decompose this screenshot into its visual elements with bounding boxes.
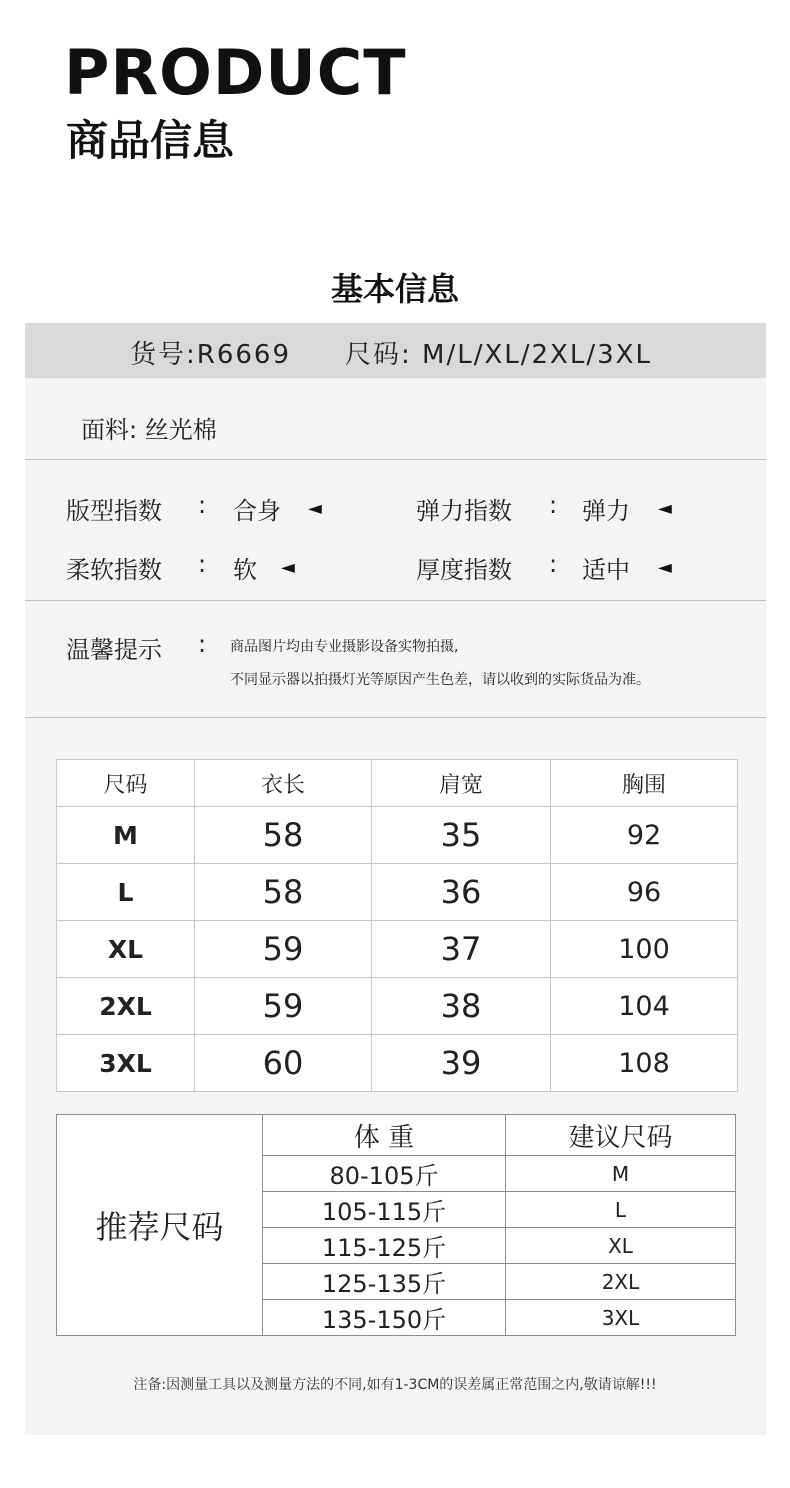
item-number: 货号:R6669 (130, 340, 291, 370)
header-chest: 胸围 (551, 760, 738, 807)
header-band (25, 323, 766, 378)
header-suggested-size: 建议尺码 (506, 1115, 736, 1156)
tips-label: 温馨提示 (66, 636, 162, 664)
softness-index-label: 柔软指数 (66, 556, 162, 584)
weight-cell: 135-150斤 (263, 1300, 506, 1336)
shoulder-cell: 36 (372, 864, 551, 921)
thickness-index-value: 适中 (582, 556, 630, 584)
shoulder-cell: 35 (372, 807, 551, 864)
suggested-size-cell: M (506, 1156, 736, 1192)
table-row (57, 1035, 738, 1092)
thickness-index-colon: : (549, 550, 558, 578)
fabric-text: 面料: 丝光棉 (81, 416, 217, 444)
shoulder-cell: 38 (372, 978, 551, 1035)
size-table-header (57, 760, 738, 807)
chest-cell: 104 (551, 978, 738, 1035)
size-cell: 2XL (57, 978, 195, 1035)
stretch-index-value: 弹力 (582, 497, 630, 525)
thickness-index-label: 厚度指数 (416, 556, 512, 584)
left-arrow-icon: ◄ (281, 557, 295, 578)
stretch-index-colon: : (549, 491, 558, 519)
header-length: 衣长 (195, 760, 372, 807)
length-cell: 58 (195, 864, 372, 921)
size-table (56, 759, 738, 1092)
measurement-note: 注备:因测量工具以及测量方法的不同,如有1-3CM的误差属正常范围之内,敬请谅解!!! (133, 1377, 657, 1393)
weight-cell: 105-115斤 (263, 1192, 506, 1228)
table-row (57, 1115, 736, 1156)
divider (25, 459, 766, 460)
table-row (57, 978, 738, 1035)
length-cell: 59 (195, 978, 372, 1035)
size-cell: XL (57, 921, 195, 978)
shoulder-cell: 39 (372, 1035, 551, 1092)
table-row (57, 864, 738, 921)
hero-title-en: PRODUCT (64, 36, 407, 109)
header-weight: 体 重 (263, 1115, 506, 1156)
length-cell: 58 (195, 807, 372, 864)
chest-cell: 96 (551, 864, 738, 921)
softness-index-value: 软 (233, 556, 257, 584)
size-range: 尺码: M/L/XL/2XL/3XL (345, 340, 652, 370)
recommend-table (56, 1114, 736, 1336)
length-cell: 59 (195, 921, 372, 978)
recommend-title: 推荐尺码 (57, 1115, 263, 1336)
softness-index-colon: : (198, 550, 207, 578)
tips-line-1: 商品图片均由专业摄影设备实物拍摄, (230, 639, 459, 655)
divider (25, 600, 766, 601)
section-title: 基本信息 (330, 270, 459, 308)
divider (25, 717, 766, 718)
header-size: 尺码 (57, 760, 195, 807)
size-cell: L (57, 864, 195, 921)
fit-index-label: 版型指数 (66, 497, 162, 525)
stretch-index-label: 弹力指数 (416, 497, 512, 525)
length-cell: 60 (195, 1035, 372, 1092)
hero-title-cn: 商品信息 (66, 116, 235, 165)
chest-cell: 108 (551, 1035, 738, 1092)
size-cell: M (57, 807, 195, 864)
left-arrow-icon: ◄ (658, 557, 672, 578)
shoulder-cell: 37 (372, 921, 551, 978)
suggested-size-cell: XL (506, 1228, 736, 1264)
chest-cell: 100 (551, 921, 738, 978)
table-row (57, 921, 738, 978)
suggested-size-cell: 2XL (506, 1264, 736, 1300)
fit-index-colon: : (198, 491, 207, 519)
suggested-size-cell: 3XL (506, 1300, 736, 1336)
suggested-size-cell: L (506, 1192, 736, 1228)
weight-cell: 125-135斤 (263, 1264, 506, 1300)
fit-index-value: 合身 (233, 497, 281, 525)
tips-line-2: 不同显示器以拍摄灯光等原因产生色差，请以收到的实际货品为准。 (230, 672, 650, 688)
weight-cell: 80-105斤 (263, 1156, 506, 1192)
chest-cell: 92 (551, 807, 738, 864)
header-shoulder: 肩宽 (372, 760, 551, 807)
tips-colon: : (198, 630, 207, 658)
left-arrow-icon: ◄ (658, 498, 672, 519)
table-row (57, 807, 738, 864)
left-arrow-icon: ◄ (308, 498, 322, 519)
size-cell: 3XL (57, 1035, 195, 1092)
weight-cell: 115-125斤 (263, 1228, 506, 1264)
